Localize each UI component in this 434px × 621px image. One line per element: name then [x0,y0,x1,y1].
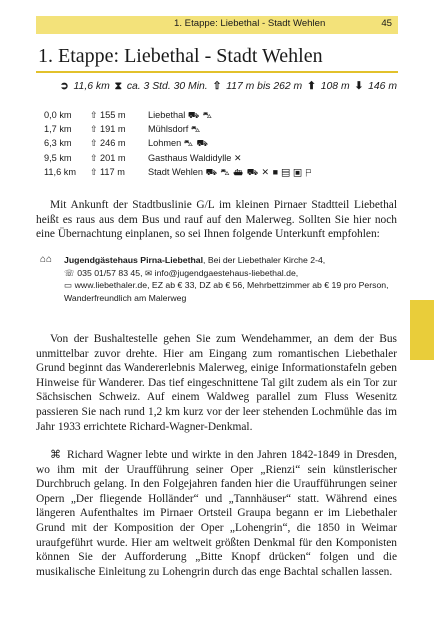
lodging-phone: 035 01/57 83 45, [77,267,143,278]
waypoint-altitude: 191 m [100,124,126,135]
amenity-icons: ⛟ ⛍ ⛴ ⛟ ✕ ■ ▤ ▣ ⚐ [205,166,312,177]
waypoint-place [148,138,208,150]
email-icon: ✉ [144,267,153,278]
lodging-website: www.liebethaler.de [74,280,148,291]
lodging-text [64,254,398,304]
waypoint-km: 0,0 km [44,110,72,120]
running-header [36,16,398,34]
waypoint-km: 1,7 km [44,124,72,135]
transport-icons: ⛍ ⛟ [183,138,209,149]
stage-title: 1. Etappe: Liebethal - Stadt Wehlen [38,45,323,67]
waypoint-place [148,153,242,164]
waypoint-place-name: Liebethal [148,110,186,120]
lodging-note: Wanderfreundlich am Malerweg [64,292,187,303]
stat-distance: 11,6 km [73,81,110,92]
waypoint-altitude: 155 m [100,110,126,120]
wagner-paragraph-text: Richard Wagner lebte und wirkte in den Jahren 1842-1849 in Dresden, wo ihm mit der Uraufführung seiner Oper „Rienzi“ sein künstlerischer Durchbruch gelang. In den Folgejahren fanden hier die Uraufführungen seiner Opern „Der fliegende Holländer“ und „Tannhäuser“ statt. Während eines längeren Aufenthaltes im Pirnaer Ortsteil Graupa begann er im Liebethaler Grund mit der Komposition der Oper „Lohengrin“, die 1850 in Weimar uraufgeführt wurde. Hier am weltweit größten Denkmal für den Komponisten können Sie der Aufforderung „Bitte Knopf drücken“ folgen und die musikalische Einleitung zu Lohengrin durch das enge Bachtal schallen lassen. [36,449,397,578]
transport-icons: ⛟ ⛍ [187,110,213,120]
stat-duration: ca. 3 Std. 30 Min. [126,81,208,92]
intro-paragraph: Mit Ankunft der Stadtbuslinie G/L im kleinen Pirnaer Stadtteil Liebethal heißt es raus aus dem Bus und rauf auf den Malerweg. Sollten Sie hier noch eine Übernachtung einplanen, so sei Ihnen folgende Unterkunft empfohlen: [36,199,397,241]
wagner-paragraph [36,448,397,579]
stat-descent: 146 m [368,81,397,92]
stat-altitude-range: 117 m bis 262 m [226,81,303,92]
place-of-interest-icon: ⌘ [50,448,61,461]
chapter-tab [410,300,434,360]
hourglass-icon: ⧗ [114,81,122,92]
lodging-email: info@jugendgaestehaus-liebethal.de, [154,267,299,278]
waypoint-km: 9,5 km [44,152,72,163]
lodging-prices: , EZ ab € 33, DZ ab € 56, Mehrbettzimmer ab € 19 pro Person, [147,280,389,291]
waypoint-place-name: Lohmen [148,138,182,149]
transport-icons: ⛍ [190,124,201,135]
waypoint-place-name: Stadt Wehlen [148,166,203,177]
lodging-name: Jugendgästehaus Pirna-Liebethal [64,255,204,265]
bus-stop-paragraph: Von der Bushaltestelle gehen Sie zum Wendehammer, an dem der Bus unmittelbar zuvor drehte. Hier am Eingang zum romantischen Liebethaler Grund beginnt das Wandererlebnis Malerweg, einige Informationstafeln geben Hinweise für Wanderer. Das tief eingeschnittene Tal gilt zudem als ein Tor zur Sächsischen Schweiz. Auf einem Waldweg parallel zum Fluss Wesenitz passieren Sie nach rund 1,2 km kurz vor der leer stehenden Lochmühle das im Jahr 1933 errichtete Richard-Wagner-Denkmal. [36,333,397,433]
lodging-address: , Bei der Liebethaler Kirche 2-4, [203,255,326,265]
hostel-icon: ⌂⌂ [40,254,53,265]
stat-ascent: 108 m [320,81,350,92]
waypoint-altitude: 246 m [100,138,126,149]
waypoint-altitude: 201 m [100,152,126,163]
stage-stats [58,80,397,93]
waypoint-place [148,167,312,179]
ascent-arrow-icon: ⬆ [307,81,316,92]
running-header-title: 1. Etappe: Liebethal - Stadt Wehlen [174,18,326,29]
waypoint-place [148,110,212,122]
altitude-arrow-icon: ⇧ [90,138,98,149]
restaurant-icon: ✕ [233,152,243,163]
altitude-arrow-icon: ⇧ [90,166,98,177]
waypoint-km: 11,6 km [44,166,76,177]
phone-icon: ☏ [64,267,75,278]
waypoint-place [148,124,201,136]
altitude-arrow-icon: ⇧ [90,152,98,163]
altitude-arrow-icon: ⇧ [212,81,222,92]
title-rule [36,71,398,73]
descent-arrow-icon: ⬇ [354,81,364,92]
computer-icon: ▭ [64,280,73,291]
waypoint-altitude: 117 m [100,166,125,177]
page-number: 45 [381,18,392,29]
waypoint-place-name: Mühlsdorf [148,124,189,135]
altitude-arrow-icon: ⇧ [90,124,98,135]
loop-arrow-icon: ➲ [59,81,69,92]
waypoint-km: 6,3 km [44,138,72,149]
lodging-entry [40,254,398,304]
altitude-arrow-icon: ⇧ [90,110,98,120]
waypoint-place-name: Gasthaus Waldidylle [148,152,232,163]
